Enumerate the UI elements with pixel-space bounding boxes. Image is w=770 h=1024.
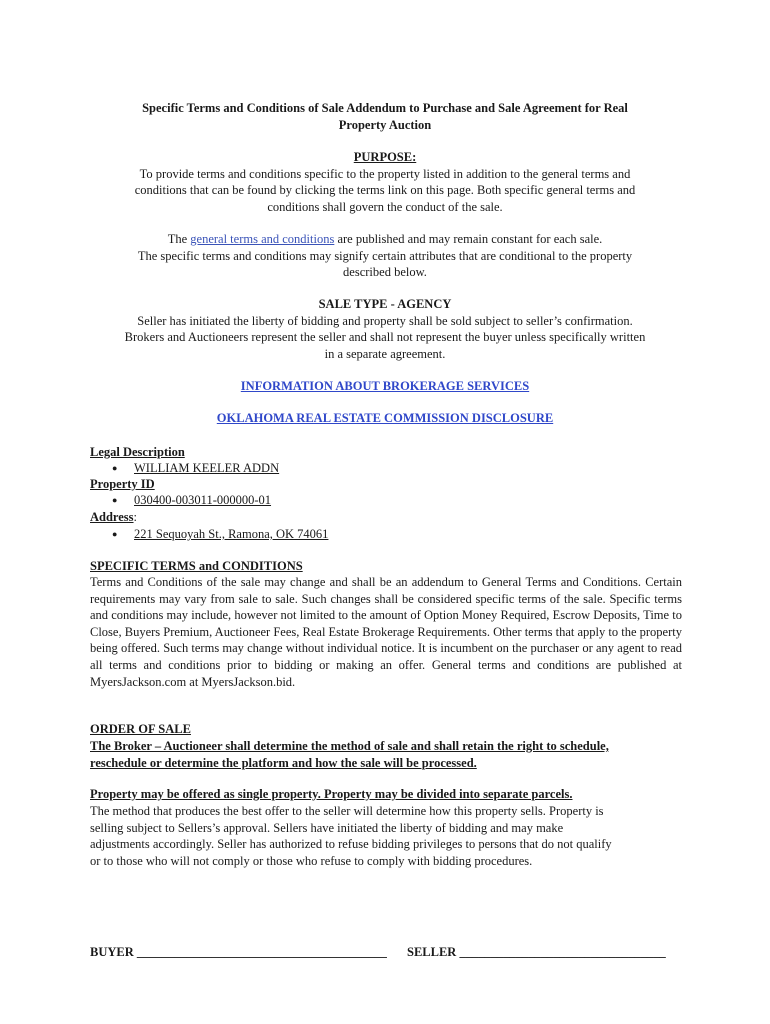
order-of-sale-heading: ORDER OF SALE: [90, 722, 191, 736]
general-terms-prefix: The: [167, 232, 191, 246]
title-line-1: Specific Terms and Conditions of Sale Addendum to Purchase and Sale Agreement for Real: [142, 101, 628, 115]
property-id-value: 030400-003011-000000-01: [134, 493, 272, 507]
address-label: Address: [90, 510, 134, 524]
general-terms-suffix: are published and may remain constant for each sale.: [334, 232, 603, 246]
address-label-row: [90, 509, 682, 526]
specific-terms-body: Terms and Conditions of the sale may change and shall be an addendum to General Terms and Conditions. Certain requirements may vary from sale to sale. Such changes shall be considered specific terms of the sale. Specific terms and conditions may include, however not limited to the amount of Option Money Required, Escrow Deposits, Time to Close, Buyers Premium, Auctioneer Fees, Real Estate Brokerage Requirements. Other terms that apply to the property being offered. Such terms may change without individual notice. It is incumbent on the purchaser or any agent to read all terms and conditions prior to bidding or making an offer. General terms and conditions are published at MyersJackson.com at MyersJackson.bid.: [90, 575, 682, 689]
method-line-2: selling subject to Sellers’s approval. Sellers have initiated the liberty of bidding and may make: [90, 820, 564, 835]
legal-description-item: [112, 460, 279, 477]
title-line-2: Property Auction: [338, 117, 432, 132]
seller-label: SELLER: [407, 945, 457, 959]
method-line-3: adjustments accordingly. Seller has authorized to refuse bidding privileges to persons that do not qualify: [90, 837, 612, 852]
buyer-signature-line[interactable]: ________________________________________: [136, 945, 387, 959]
commission-link-row: [80, 410, 690, 427]
bullet-icon: ●: [112, 495, 118, 505]
purpose-section: [80, 149, 690, 215]
legal-description-value: WILLIAM KEELER ADDN: [134, 461, 280, 475]
specific-terms-heading: SPECIFIC TERMS and CONDITIONS: [90, 559, 303, 573]
sale-type-section: [80, 296, 690, 362]
brokerage-services-link[interactable]: INFORMATION ABOUT BROKERAGE SERVICES: [240, 379, 530, 393]
broker-method-line-1: The Broker – Auctioneer shall determine the method of sale and shall retain the right to schedule,: [90, 739, 609, 753]
address-colon: :: [133, 510, 138, 524]
legal-description-label: Legal Description: [90, 445, 185, 459]
address-item: [112, 526, 328, 543]
purpose-line-2: conditions that can be found by clicking the terms link on this page. Both specific general terms and: [134, 183, 636, 198]
sale-type-line-3: in a separate agreement.: [324, 346, 446, 361]
broker-method-statement: [90, 738, 682, 771]
general-terms-paragraph: [80, 231, 690, 281]
seller-signature: [407, 944, 697, 961]
document-title: [80, 100, 690, 133]
specific-terms-line-2: described below.: [343, 265, 427, 280]
sale-type-heading: SALE TYPE - AGENCY: [318, 297, 452, 311]
property-id-item: [112, 492, 271, 509]
buyer-signature: [90, 944, 390, 961]
sale-type-line-2: Brokers and Auctioneers represent the seller and shall not represent the buyer unless specifically written: [124, 330, 646, 345]
general-terms-link[interactable]: general terms and conditions: [190, 232, 335, 246]
sale-type-line-1: Seller has initiated the liberty of bidding and property shall be sold subject to seller’s confirmation.: [137, 313, 633, 328]
commission-disclosure-link[interactable]: OKLAHOMA REAL ESTATE COMMISSION DISCLOSURE: [216, 411, 554, 425]
method-paragraph: [90, 803, 682, 869]
purpose-line-3: conditions shall govern the conduct of the sale.: [267, 199, 503, 214]
purpose-line-1: To provide terms and conditions specific to the property listed in addition to the general terms and: [139, 166, 631, 181]
buyer-label: BUYER: [90, 945, 134, 959]
method-line-4: or to those who will not comply or those who refuse to comply with bidding procedures.: [90, 853, 533, 868]
seller-signature-line[interactable]: _________________________________: [459, 945, 666, 959]
broker-method-line-2: reschedule or determine the platform and how the sale will be processed.: [90, 755, 477, 770]
method-line-1: The method that produces the best offer to the seller will determine how this property sells. Property is: [90, 804, 604, 818]
brokerage-link-row: [80, 378, 690, 395]
bullet-icon: ●: [112, 529, 118, 539]
bullet-icon: ●: [112, 463, 118, 473]
parcels-statement: Property may be offered as single property. Property may be divided into separate parcels.: [90, 787, 573, 801]
specific-terms-line-1: The specific terms and conditions may signify certain attributes that are conditional to the property: [137, 248, 633, 263]
purpose-heading: PURPOSE:: [353, 150, 417, 164]
address-value: 221 Sequoyah St., Ramona, OK 74061: [134, 527, 329, 541]
general-terms-line: [80, 231, 690, 248]
property-id-label: Property ID: [90, 477, 155, 491]
